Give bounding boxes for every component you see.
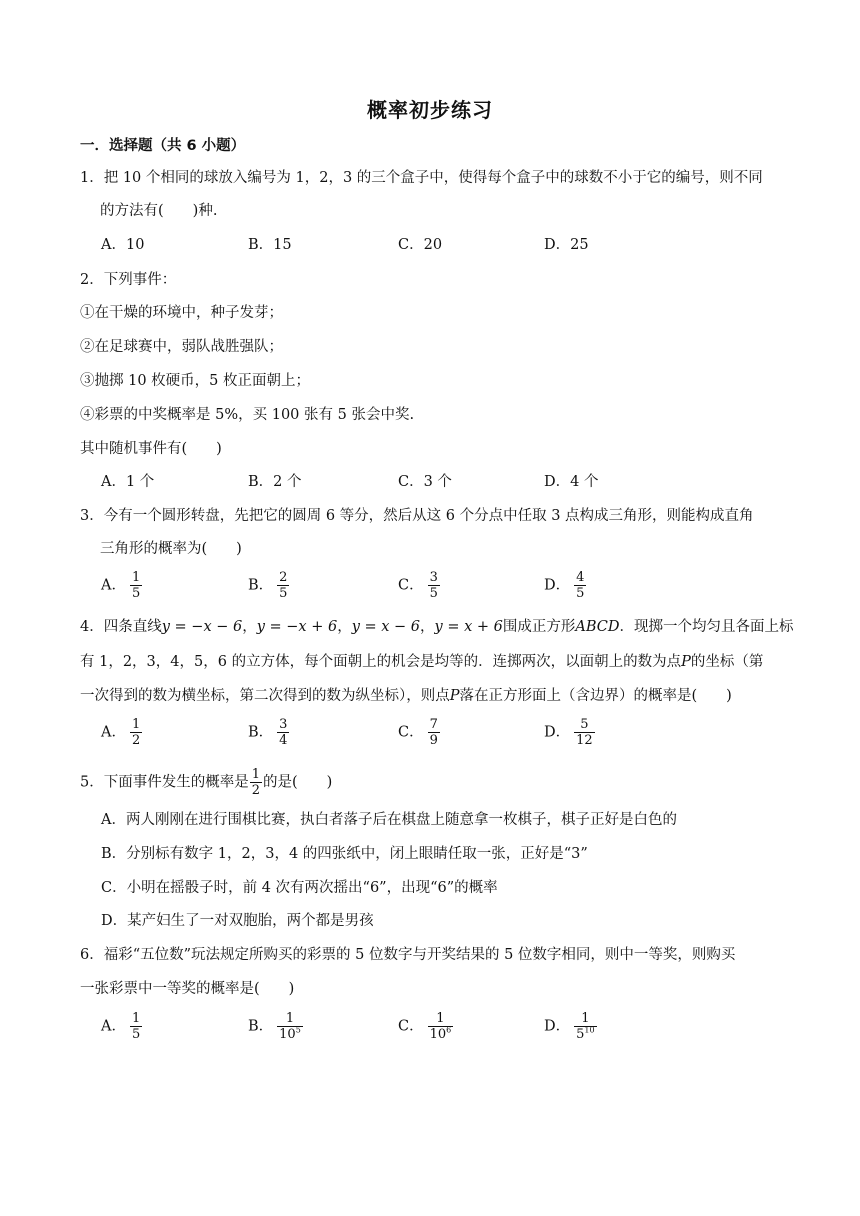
q6-option-c: C． $\frac{1}{10^6}$ xyxy=(398,1011,452,1042)
q4-option-c: C． $\frac{7}{9}$ xyxy=(398,717,438,748)
q4-line3: 一次得到的数为横坐标，第二次得到的数为纵坐标），则点P落在正方形面上（含边界）的概率是( ) xyxy=(80,688,732,704)
q4-option-b: B． $\frac{3}{4}$ xyxy=(248,717,288,748)
section-heading: 一．选择题（共 6 小题） xyxy=(80,138,246,154)
q4-option-a: A． $\frac{1}{2}$ xyxy=(101,717,141,748)
q2-line1: 2．下列事件： xyxy=(80,272,177,288)
q6-option-b: B． $\frac{1}{10^5}$ xyxy=(248,1011,301,1042)
q3-option-d: D． $\frac{4}{5}$ xyxy=(544,570,585,601)
q1-option-d: D．25 xyxy=(544,237,589,253)
q5-option-a: A．两人刚刚在进行围棋比赛，执白者落子后在棋盘上随意拿一枚棋子，棋子正好是白色的 xyxy=(101,812,677,828)
q5-line1: 5．下面事件发生的概率是 $\frac{1}{2}$ 的是( ) xyxy=(80,767,333,798)
q2-item-1: ①在干燥的环境中，种子发芽； xyxy=(80,305,283,321)
q2-stem: 其中随机事件有( ) xyxy=(80,441,222,457)
q5-option-b: B．分别标有数字 1，2，3，4 的四张纸中，闭上眼睛任取一张，正好是“3” xyxy=(101,846,588,862)
q3-line1: 3．今有一个圆形转盘，先把它的圆周 6 等分，然后从这 6 个分点中任取 3 点构成三角形，则能构成直角 xyxy=(80,508,754,524)
q2-option-c: C．3 个 xyxy=(398,474,452,490)
q1-option-c: C．20 xyxy=(398,237,443,253)
q1-line1: 1．把 10 个相同的球放入编号为 1，2，3 的三个盒子中，使得每个盒子中的球数不小于它的编号，则不同 xyxy=(80,170,763,186)
q6-line2: 一张彩票中一等奖的概率是( ) xyxy=(80,981,295,997)
q1-option-a: A．10 xyxy=(101,237,145,253)
q3-option-b: B． $\frac{2}{5}$ xyxy=(248,570,288,601)
q2-option-d: D．4 个 xyxy=(544,474,599,490)
page-title: 概率初步练习 xyxy=(367,98,493,122)
q1-line2: 的方法有( )种. xyxy=(100,203,218,219)
q4-line1: 4．四条直线y = −x − 6，y = −x + 6，y = x − 6，y = x + 6围成正方形ABCD．现掷一个均匀且各面上标 xyxy=(80,619,794,635)
q5-option-c: C．小明在摇骰子时，前 4 次有两次摇出“6”，出现“6”的概率 xyxy=(101,880,498,896)
q6-line1: 6．福彩“五位数”玩法规定所购买的彩票的 5 位数字与开奖结果的 5 位数字相同，则中一等奖，则购买 xyxy=(80,947,736,963)
q3-option-c: C． $\frac{3}{5}$ xyxy=(398,570,438,601)
q2-item-3: ③抛掷 10 枚硬币，5 枚正面朝上； xyxy=(80,373,311,389)
q6-option-d: D． $\frac{1}{5^{10}}$ xyxy=(544,1011,595,1042)
q2-item-2: ②在足球赛中，弱队战胜强队； xyxy=(80,339,283,355)
q3-line2: 三角形的概率为( ) xyxy=(100,541,242,557)
q2-option-b: B．2 个 xyxy=(248,474,302,490)
q1-option-b: B．15 xyxy=(248,237,292,253)
q3-option-a: A． $\frac{1}{5}$ xyxy=(101,570,141,601)
q4-option-d: D． $\frac{5}{12}$ xyxy=(544,717,593,748)
q2-option-a: A．1 个 xyxy=(101,474,155,490)
q2-item-4: ④彩票的中奖概率是 5%，买 100 张有 5 张会中奖. xyxy=(80,407,415,423)
q4-line2: 有 1，2，3，4，5，6 的立方体，每个面朝上的机会是均等的．连掷两次，以面朝上的数为点P的坐标（第 xyxy=(80,654,764,670)
q6-option-a: A． $\frac{1}{5}$ xyxy=(101,1011,141,1042)
q5-option-d: D．某产妇生了一对双胞胎，两个都是男孩 xyxy=(101,913,374,929)
